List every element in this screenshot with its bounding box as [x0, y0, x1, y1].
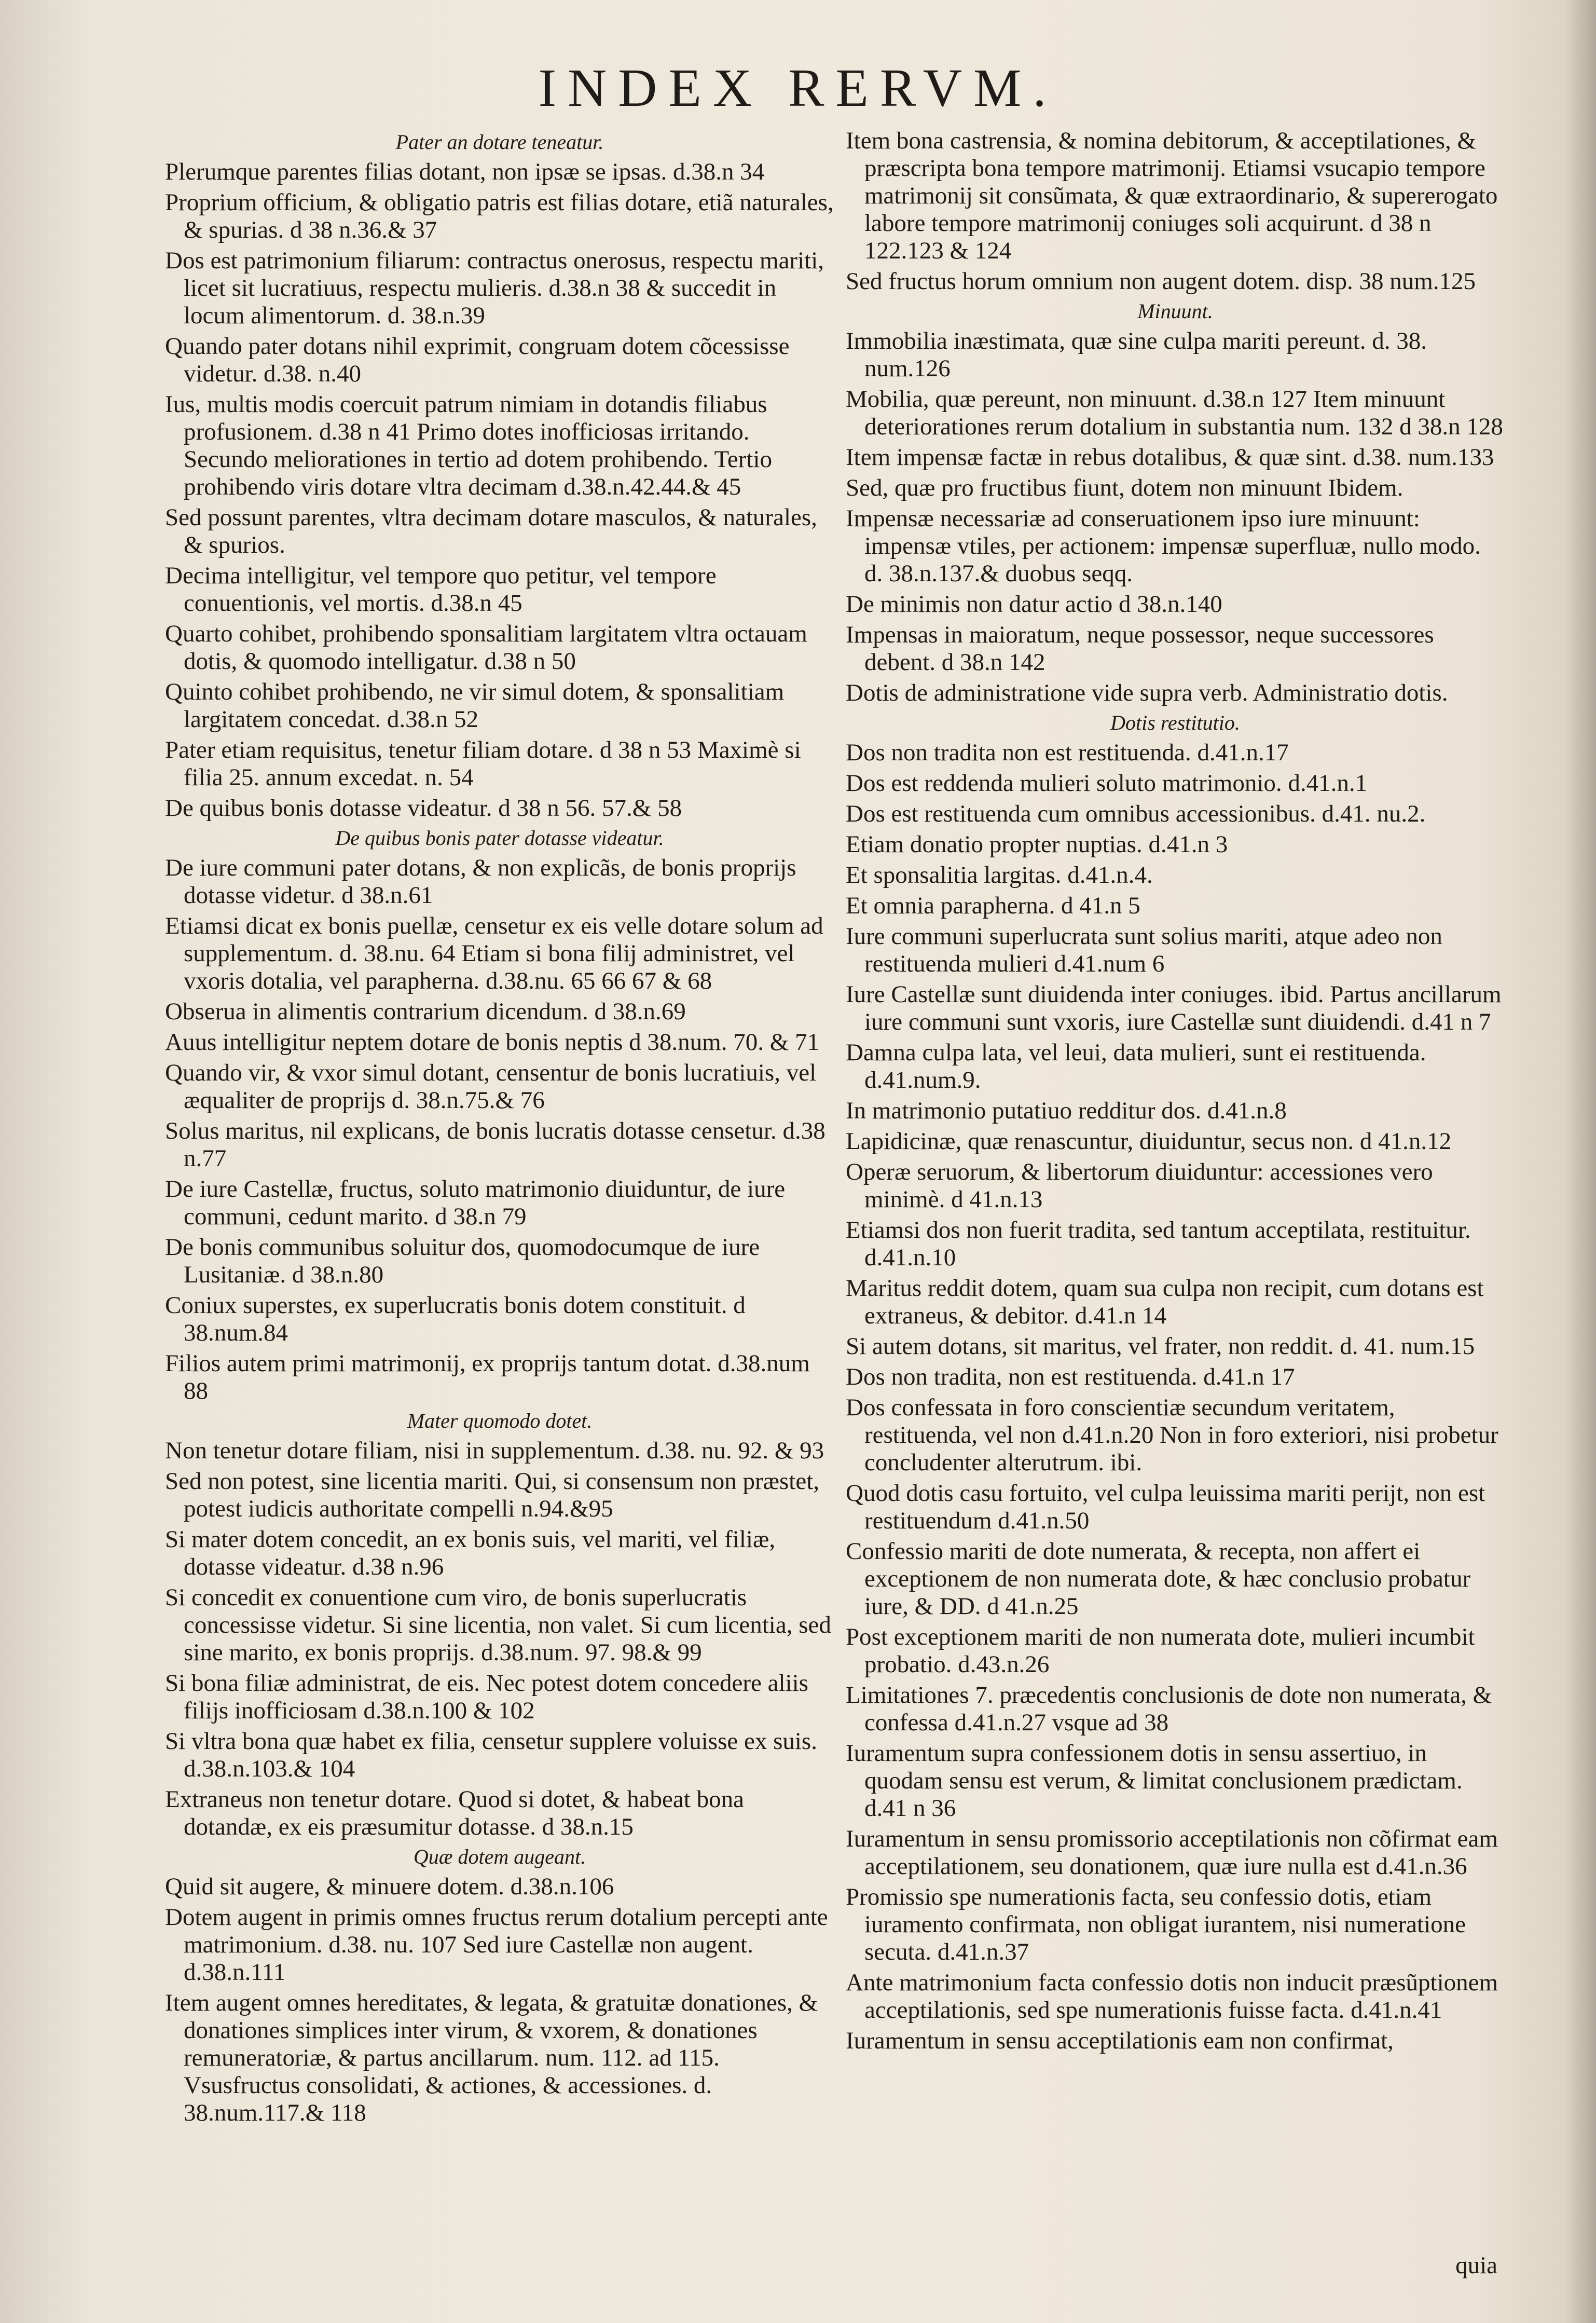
index-entry: Immobilia inæstimata, quæ sine culpa mariti pereunt. d. 38. num.126	[846, 327, 1427, 382]
index-entry: Ius, multis modis coercuit patrum nimiam in dotandis filiabus profusionem. d.38 n 41 Primo dotes inofficiosas irritando. Secundo meliorationes in tertio ad dotem prohibendo. Tertio prohibendo viris dotare vltra decimam d.38.n.42.44.& 45	[165, 391, 773, 500]
index-entry: Quando vir, & vxor simul dotant, censentur de bonis lucratiuis, vel æqualiter de proprijs d. 38.n.75.& 76	[165, 1059, 817, 1114]
index-entry: De iure Castellæ, fructus, soluto matrimonio diuiduntur, de iure communi, cedunt marito. d 38.n 79	[165, 1176, 786, 1230]
section-heading: Minuunt.	[1137, 299, 1213, 323]
page-title: INDEX RERVM.	[538, 58, 1058, 118]
index-entry: Sed non potest, sine licentia mariti. Qui, si consensum non præstet, potest iudicis authoritate compelli n.94.&95	[165, 1468, 820, 1522]
index-entry: Item augent omnes hereditates, & legata, & gratuitæ donationes, & donationes simplices inter virum, & vxorem, & donationes remuneratoriæ, & partus ancillarum. num. 112. ad 115. Vsusfructus consolidati, & actiones, & accessiones. d. 38.num.117.& 118	[165, 1989, 818, 2126]
index-entry: Impensæ necessariæ ad conseruationem ipso iure minuunt: impensæ vtiles, per actionem: impensæ superfluæ, nullo modo. d. 38.n.137.& duobus seqq.	[846, 505, 1481, 587]
index-entry: Quarto cohibet, prohibendo sponsalitiam largitatem vltra octauam dotis, & quomodo intelligatur. d.38 n 50	[165, 620, 807, 675]
index-entry: Quod dotis casu fortuito, vel culpa leuissima mariti perijt, non est restituendum d.41.n.50	[846, 1480, 1485, 1534]
page-edge-shadow	[1565, 0, 1596, 2323]
index-entry: Promissio spe numerationis facta, seu confessio dotis, etiam iuramento confirmata, non obligat iurantem, nisi numeratione secuta. d.41.n.37	[846, 1883, 1466, 1965]
index-entry: Quinto cohibet prohibendo, ne vir simul dotem, & sponsalitiam largitatem concedat. d.38.n 52	[165, 678, 785, 733]
index-entry: Etiamsi dicat ex bonis puellæ, censetur ex eis velle dotare solum ad supplementum. d. 38.nu. 64 Etiam si bona filij administret, vel vxoris dotalia, vel parapherna. d.38.nu. 65 66 67 & 68	[165, 912, 823, 994]
index-entry: Maritus reddit dotem, quam sua culpa non recipit, cum dotans est extraneus, & debitor. d.41.n 14	[846, 1275, 1484, 1329]
index-entry: Dotem augent in primis omnes fructus rerum dotalium percepti ante matrimonium. d.38. nu. 107 Sed iure Castellæ non augent. d.38.n.111	[165, 1904, 828, 1986]
index-entry: De iure communi pater dotans, & non explicãs, de bonis proprijs dotasse videtur. d 38.n.61	[165, 854, 796, 909]
index-entry: Iuramentum in sensu acceptilationis eam non confirmat,	[846, 2027, 1394, 2054]
index-entry: Iuramentum supra confessionem dotis in sensu assertiuo, in quodam sensu est verum, & limitat conclusionem prædictam. d.41 n 36	[846, 1740, 1463, 1822]
section-heading: Pater an dotare teneatur.	[395, 130, 604, 154]
index-entry: Mobilia, quæ pereunt, non minuunt. d.38.n 127 Item minuunt deteriorationes rerum dotalium in substantia num. 132 d 38.n 128	[846, 386, 1503, 440]
section-heading: Mater quomodo dotet.	[407, 1409, 593, 1432]
index-entry: In matrimonio putatiuo redditur dos. d.41.n.8	[846, 1097, 1287, 1124]
section-heading: De quibus bonis pater dotasse videatur.	[335, 826, 664, 850]
index-entry: Dos est patrimonium filiarum: contractus onerosus, respectu mariti, licet sit lucratiuus, respectu mulieris. d.38.n 38 & succedit in locum alimentorum. d. 38.n.39	[165, 247, 824, 329]
index-entry: Extraneus non tenetur dotare. Quod si dotet, & habeat bona dotandæ, ex eis præsumitur dotasse. d 38.n.15	[165, 1786, 744, 1840]
index-entry: Dotis de administratione vide supra verb. Administratio dotis.	[846, 679, 1448, 706]
index-entry: Impensas in maioratum, neque possessor, neque successores debent. d 38.n 142	[846, 621, 1434, 676]
index-entry: Auus intelligitur neptem dotare de bonis neptis d 38.num. 70. & 71	[165, 1029, 820, 1056]
index-entry: Dos est restituenda cum omnibus accessionibus. d.41. nu.2.	[846, 800, 1426, 827]
index-entry: De quibus bonis dotasse videatur. d 38 n 56. 57.& 58	[165, 795, 682, 822]
index-entry: Decima intelligitur, vel tempore quo petitur, vel tempore conuentionis, vel mortis. d.38.n 45	[165, 562, 717, 617]
index-entry: Quid sit augere, & minuere dotem. d.38.n.106	[165, 1873, 614, 1900]
index-entry: Si concedit ex conuentione cum viro, de bonis superlucratis concessisse videtur. Si sine licentia, non valet. Si cum licentia, sed sine marito, ex bonis proprijs. d.38.num. 97. 98.& 99	[165, 1584, 831, 1666]
index-column-left	[165, 127, 834, 2130]
index-entry: Quando pater dotans nihil exprimit, congruam dotem cõcessisse videtur. d.38. n.40	[165, 333, 790, 387]
section-heading: Dotis restitutio.	[1110, 711, 1240, 734]
index-entry: Obserua in alimentis contrarium dicendum. d 38.n.69	[165, 998, 686, 1025]
index-entry: Et omnia parapherna. d 41.n 5	[846, 892, 1140, 919]
index-entry: Sed, quæ pro fructibus fiunt, dotem non minuunt Ibidem.	[846, 474, 1404, 501]
index-entry: Solus maritus, nil explicans, de bonis lucratis dotasse censetur. d.38 n.77	[165, 1117, 825, 1172]
index-entry: Item impensæ factæ in rebus dotalibus, & quæ sint. d.38. num.133	[846, 444, 1494, 471]
index-entry: Etiamsi dos non fuerit tradita, sed tantum acceptilata, restituitur. d.41.n.10	[846, 1217, 1471, 1271]
catchword: quia	[1455, 2252, 1497, 2279]
index-entry: Sed fructus horum omnium non augent dotem. disp. 38 num.125	[846, 268, 1476, 295]
index-entry: Sed possunt parentes, vltra decimam dotare masculos, & naturales, & spurios.	[165, 504, 817, 558]
index-entry: Proprium officium, & obligatio patris est filias dotare, etiã naturales, & spurias. d 38 n.36.& 37	[165, 189, 834, 243]
index-entry: Si autem dotans, sit maritus, vel frater, non reddit. d. 41. num.15	[846, 1333, 1475, 1360]
index-entry: Limitationes 7. præcedentis conclusionis de dote non numerata, & confessa d.41.n.27 vsque ad 38	[846, 1682, 1492, 1736]
index-entry: Pater etiam requisitus, tenetur filiam dotare. d 38 n 53 Maximè si filia 25. annum excedat. n. 54	[165, 736, 801, 791]
index-entry: Coniux superstes, ex superlucratis bonis dotem constituit. d 38.num.84	[165, 1292, 746, 1346]
index-entry: Iure Castellæ sunt diuidenda inter coniuges. ibid. Partus ancillarum iure communi sunt vxoris, iure Castellæ sunt diuidendi. d.41 n 7	[846, 981, 1502, 1035]
index-entry: Dos est reddenda mulieri soluto matrimonio. d.41.n.1	[846, 770, 1368, 797]
index-entry: Si bona filiæ administrat, de eis. Nec potest dotem concedere aliis filijs inofficiosam d.38.n.100 & 102	[165, 1670, 808, 1724]
index-entry: Confessio mariti de dote numerata, & recepta, non affert ei exceptionem de non numerata dote, & hæc conclusio probatur iure, & DD. d 41.n.25	[846, 1538, 1471, 1620]
index-entry: Ante matrimonium facta confessio dotis non inducit præsũptionem acceptilationis, sed spe numerationis fuisse facta. d.41.n.41	[846, 1969, 1498, 2024]
index-entry: Plerumque parentes filias dotant, non ipsæ se ipsas. d.38.n 34	[165, 158, 765, 185]
index-entry: Post exceptionem mariti de non numerata dote, mulieri incumbit probatio. d.43.n.26	[846, 1623, 1475, 1678]
index-entry: Dos confessata in foro conscientiæ secundum veritatem, restituenda, vel non d.41.n.20 Non in foro exteriori, nisi probetur concludenter alterutrum. ibi.	[846, 1394, 1498, 1476]
index-entry: Si mater dotem concedit, an ex bonis suis, vel mariti, vel filiæ, dotasse videatur. d.38 n.96	[165, 1526, 776, 1580]
index-entry: Operæ seruorum, & libertorum diuiduntur: accessiones vero minimè. d 41.n.13	[846, 1158, 1433, 1213]
index-entry: Lapidicinæ, quæ renascuntur, diuiduntur, secus non. d 41.n.12	[846, 1128, 1452, 1155]
section-heading: Quæ dotem augeant.	[413, 1845, 586, 1868]
index-entry: De bonis communibus soluitur dos, quomodocumque de iure Lusitaniæ. d 38.n.80	[165, 1234, 760, 1288]
index-entry: Dos non tradita, non est restituenda. d.41.n 17	[846, 1363, 1295, 1390]
index-entry: Iuramentum in sensu promissorio acceptilationis non cõfirmat eam acceptilationem, seu donationem, quæ iure nulla est d.41.n.36	[846, 1825, 1498, 1880]
index-entry: Et sponsalitia largitas. d.41.n.4.	[846, 862, 1153, 889]
index-entry: Dos non tradita non est restituenda. d.41.n.17	[846, 739, 1289, 766]
index-entry: Damna culpa lata, vel leui, data mulieri, sunt ei restituenda. d.41.num.9.	[846, 1039, 1426, 1094]
index-column-right	[846, 127, 1505, 2058]
index-entry: Si vltra bona quæ habet ex filia, censetur supplere voluisse ex suis. d.38.n.103.& 104	[165, 1728, 817, 1782]
index-entry: Item bona castrensia, & nomina debitorum, & acceptilationes, & præscripta bona tempore matrimonij. Etiamsi vsucapio tempore matrimonij sit consũmata, & quæ extraordinario, & supererogato labore tempore matrimonij coniuges soli acquirunt. d 38 n 122.123 & 124	[846, 127, 1498, 264]
index-entry: Filios autem primi matrimonij, ex proprijs tantum dotat. d.38.num 88	[165, 1350, 810, 1404]
index-entry: Etiam donatio propter nuptias. d.41.n 3	[846, 831, 1228, 858]
index-entry: Non tenetur dotare filiam, nisi in supplementum. d.38. nu. 92. & 93	[165, 1437, 824, 1464]
index-entry: De minimis non datur actio d 38.n.140	[846, 591, 1222, 618]
index-entry: Iure communi superlucrata sunt solius mariti, atque adeo non restituenda mulieri d.41.num 6	[846, 923, 1442, 977]
